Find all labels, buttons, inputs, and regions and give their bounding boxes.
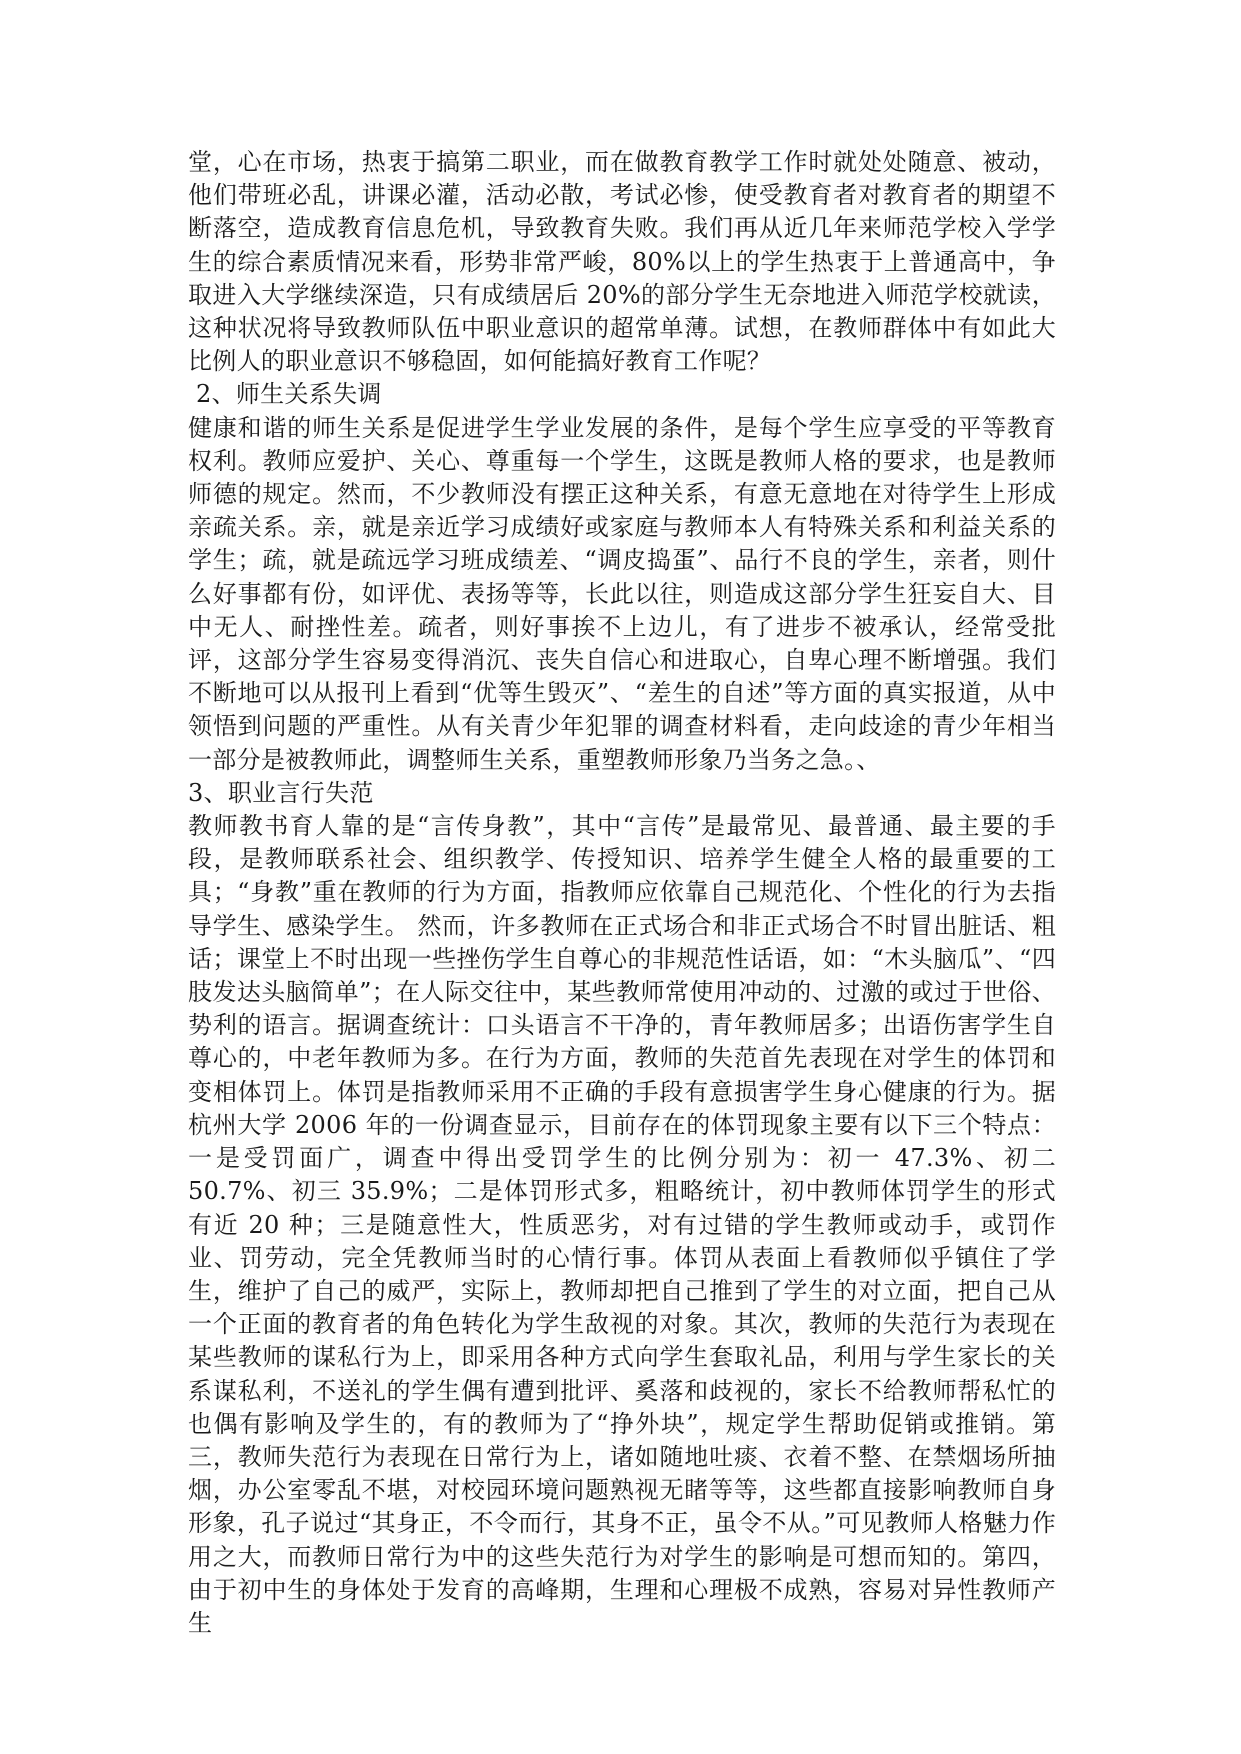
document-body [188,146,1056,1640]
paragraph-1: 堂，心在市场，热衷于搞第二职业，而在做教育教学工作时就处处随意、被动，他们带班必乱，讲课必灌，活动必散，考试必惨，使受教育者对教育者的期望不断落空，造成教育信息危机，导致教育失败。我们再从近几年来师范学校入学学生的综合素质情况来看，形势非常严峻，80%以上的学生热衷于上普通高中，争取进入大学继续深造，只有成绩居后 20%的部分学生无奈地进入师范学校就读，这种状况将导致教师队伍中职业意识的超常单薄。试想，在教师群体中有如此大比例人的职业意识不够稳固，如何能搞好教育工作呢？ [188,148,1056,376]
paragraph-2: 健康和谐的师生关系是促进学生学业发展的条件，是每个学生应享受的平等教育权利。教师应爱护、关心、尊重每一个学生，这既是教师人格的要求，也是教师师德的规定。然而，不少教师没有摆正这种关系，有意无意地在对待学生上形成亲疏关系。亲，就是亲近学习成绩好或家庭与教师本人有特殊关系和利益关系的学生；疏，就是疏远学习班成绩差、“调皮捣蛋”、品行不良的学生，亲者，则什么好事都有份，如评优、表扬等等，长此以往，则造成这部分学生狂妄自大、目中无人、耐挫性差。疏者，则好事挨不上边儿，有了进步不被承认，经常受批评，这部分学生容易变得消沉、丧失自信心和进取心，自卑心理不断增强。我们不断地可以从报刊上看到“优等生毁灭”、“差生的自述”等方面的真实报道，从中领悟到问题的严重性。从有关青少年犯罪的调查材料看，走向歧途的青少年相当一部分是被教师此，调整师生关系，重塑教师形象乃当务之急。、 [188,413,1056,774]
paragraph-3: 教师教书育人靠的是“言传身教”，其中“言传”是最常见、最普通、最主要的手段，是教师联系社会、组织教学、传授知识、培养学生健全人格的最重要的工具；“身教”重在教师的行为方面，指教师应依靠自己规范化、个性化的行为去指导学生、感染学生。 然而，许多教师在正式场合和非正式场合不时冒出脏话、粗话；课堂上不时出现一些挫伤学生自尊心的非规范性话语，如：“木头脑瓜”、“四肢发达头脑简单”；在人际交往中，某些教师常使用冲动的、过激的或过于世俗、势利的语言。据调查统计：口头语言不干净的，青年教师居多；出语伤害学生自尊心的，中老年教师为多。在行为方面，教师的失范首先表现在对学生的体罚和变相体罚上。体罚是指教师采用不正确的手段有意损害学生身心健康的行为。据杭州大学 2006 年的一份调查显示，目前存在的体罚现象主要有以下三个特点：一是受罚面广，调查中得出受罚学生的比例分别为：初一 47.3%、初二 50.7%、初三 35.9%；二是体罚形式多，粗略统计，初中教师体罚学生的形式有近 20 种；三是随意性大，性质恶劣，对有过错的学生教师或动手，或罚作业、罚劳动，完全凭教师当时的心情行事。体罚从表面上看教师似乎镇住了学生，维护了自己的威严，实际上，教师却把自己推到了学生的对立面，把自己从一个正面的教育者的角色转化为学生敌视的对象。其次，教师的失范行为表现在某些教师的谋私行为上，即采用各种方式向学生套取礼品，利用与学生家长的关系谋私利，不送礼的学生偶有遭到批评、奚落和歧视的，家长不给教师帮私忙的也偶有影响及学生的，有的教师为了“挣外块”，规定学生帮助促销或推销。第三，教师失范行为表现在日常行为上，诸如随地吐痰、衣着不整、在禁烟场所抽烟，办公室零乱不堪，对校园环境问题熟视无睹等等，这些都直接影响教师自身形象，孔子说过“其身正，不令而行，其身不正，虽令不从。”可见教师人格魅力作用之大，而教师日常行为中的这些失范行为对学生的影响是可想而知的。第四，由于初中生的身体处于发育的高峰期，生理和心理极不成熟，容易对异性教师产生 [188,812,1056,1637]
section-heading-3: 3、职业言行失范 [188,778,374,807]
section-heading-2: 2、师生关系失调 [196,380,382,409]
